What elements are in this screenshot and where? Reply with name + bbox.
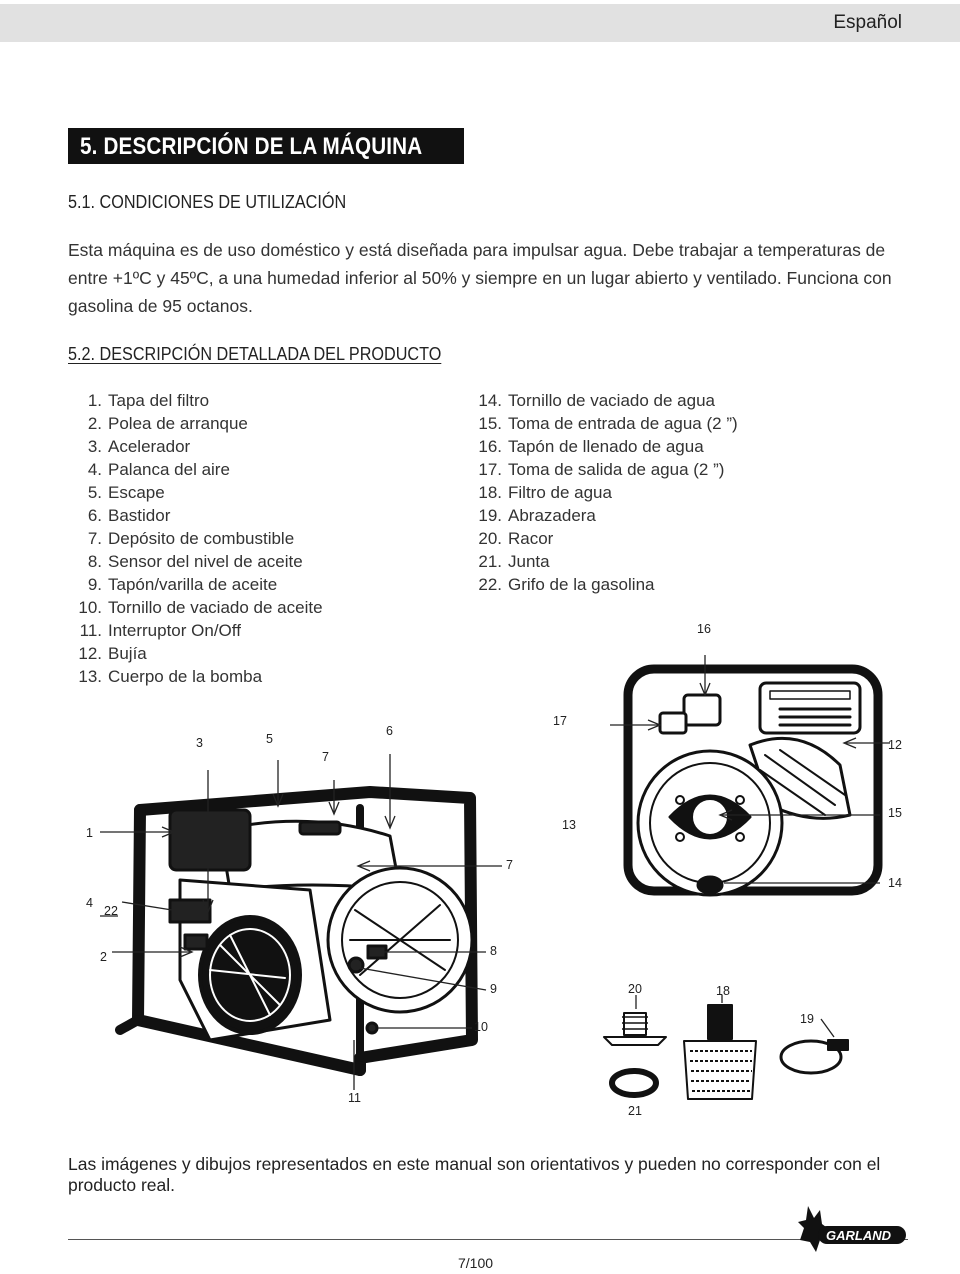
pump-side-illustration — [610, 655, 900, 900]
list-item: 9. Tapón/varilla de aceite — [87, 575, 278, 594]
callout-12: 12 — [888, 738, 902, 752]
language-label: Español — [833, 12, 902, 33]
usage-paragraph: Esta máquina es de uso doméstico y está diseñada para impulsar agua. Debe trabajar a temperaturas de entre +1ºC y 45ºC, a una humedad inferior al 50% y siempre en un lugar abierto y ventilado. Funciona con gasolina de 95 octanos. — [68, 240, 892, 316]
list-item: 5. Escape — [87, 483, 165, 502]
section-title: 5. DESCRIPCIÓN DE LA MÁQUINA — [80, 133, 423, 160]
list-item: 15. Toma de entrada de agua (2 ”) — [478, 414, 738, 433]
callout-6: 6 — [386, 724, 393, 738]
list-item: 6. Bastidor — [87, 506, 171, 525]
callout-9: 9 — [490, 982, 497, 996]
callout-5: 5 — [266, 732, 273, 746]
list-item: 16. Tapón de llenado de agua — [478, 437, 704, 456]
callout-11: 11 — [348, 1091, 361, 1105]
list-item: 19. Abrazadera — [478, 506, 596, 525]
list-item: 12. Bujía — [78, 644, 147, 663]
callout-3: 3 — [196, 736, 203, 750]
callout-7-top: 7 — [322, 750, 329, 764]
footer-divider — [68, 1239, 908, 1240]
page-number: 7/100 — [458, 1255, 494, 1271]
callout-1: 1 — [86, 826, 93, 840]
callout-21: 21 — [628, 1104, 642, 1118]
list-item: 20. Racor — [478, 529, 554, 548]
list-item: 2. Polea de arranque — [87, 414, 248, 433]
subsection-title-description: 5.2. DESCRIPCIÓN DETALLADA DEL PRODUCTO — [68, 344, 442, 364]
callout-19: 19 — [800, 1012, 814, 1026]
callout-2: 2 — [100, 950, 107, 964]
callout-10: 10 — [474, 1020, 488, 1034]
accessories-illustration — [596, 995, 866, 1105]
list-item: 11. Interruptor On/Off — [79, 621, 241, 640]
callout-8: 8 — [490, 944, 497, 958]
parts-list-right — [468, 389, 738, 596]
list-item: 8. Sensor del nivel de aceite — [87, 552, 303, 571]
callout-22: 22 — [104, 904, 118, 918]
list-item: 13. Cuerpo de la bomba — [78, 667, 263, 686]
header-bar — [0, 4, 960, 42]
callout-4: 4 — [86, 896, 93, 910]
list-item: 1. Tapa del filtro — [87, 391, 210, 410]
list-item: 21. Junta — [478, 552, 550, 571]
list-item: 7. Depósito de combustible — [87, 529, 295, 548]
list-item: 14. Tornillo de vaciado de agua — [478, 391, 715, 410]
list-item: 22. Grifo de la gasolina — [478, 575, 655, 594]
callout-17: 17 — [553, 714, 567, 728]
subsection-title-usage: 5.1. CONDICIONES DE UTILIZACIÓN — [68, 192, 347, 212]
callout-20: 20 — [628, 982, 642, 996]
parts-list-left — [68, 389, 323, 688]
garland-logo — [790, 1196, 910, 1256]
pump-front-illustration — [60, 740, 520, 1100]
disclaimer-note: Las imágenes y dibujos representados en este manual son orientativos y pueden no corresponder con el producto real. — [68, 1154, 881, 1195]
list-item: 4. Palanca del aire — [87, 460, 230, 479]
callout-18: 18 — [716, 984, 730, 998]
callout-16: 16 — [697, 622, 711, 636]
list-item: 17. Toma de salida de agua (2 ”) — [478, 460, 725, 479]
callout-14: 14 — [888, 876, 902, 890]
callout-13: 13 — [562, 818, 576, 832]
callout-7-right: 7 — [506, 858, 513, 872]
list-item: 18. Filtro de agua — [478, 483, 612, 502]
list-item: 3. Acelerador — [87, 437, 191, 456]
logo-text: GARLAND — [826, 1228, 891, 1243]
callout-15: 15 — [888, 806, 902, 820]
list-item: 10. Tornillo de vaciado de aceite — [78, 598, 323, 617]
